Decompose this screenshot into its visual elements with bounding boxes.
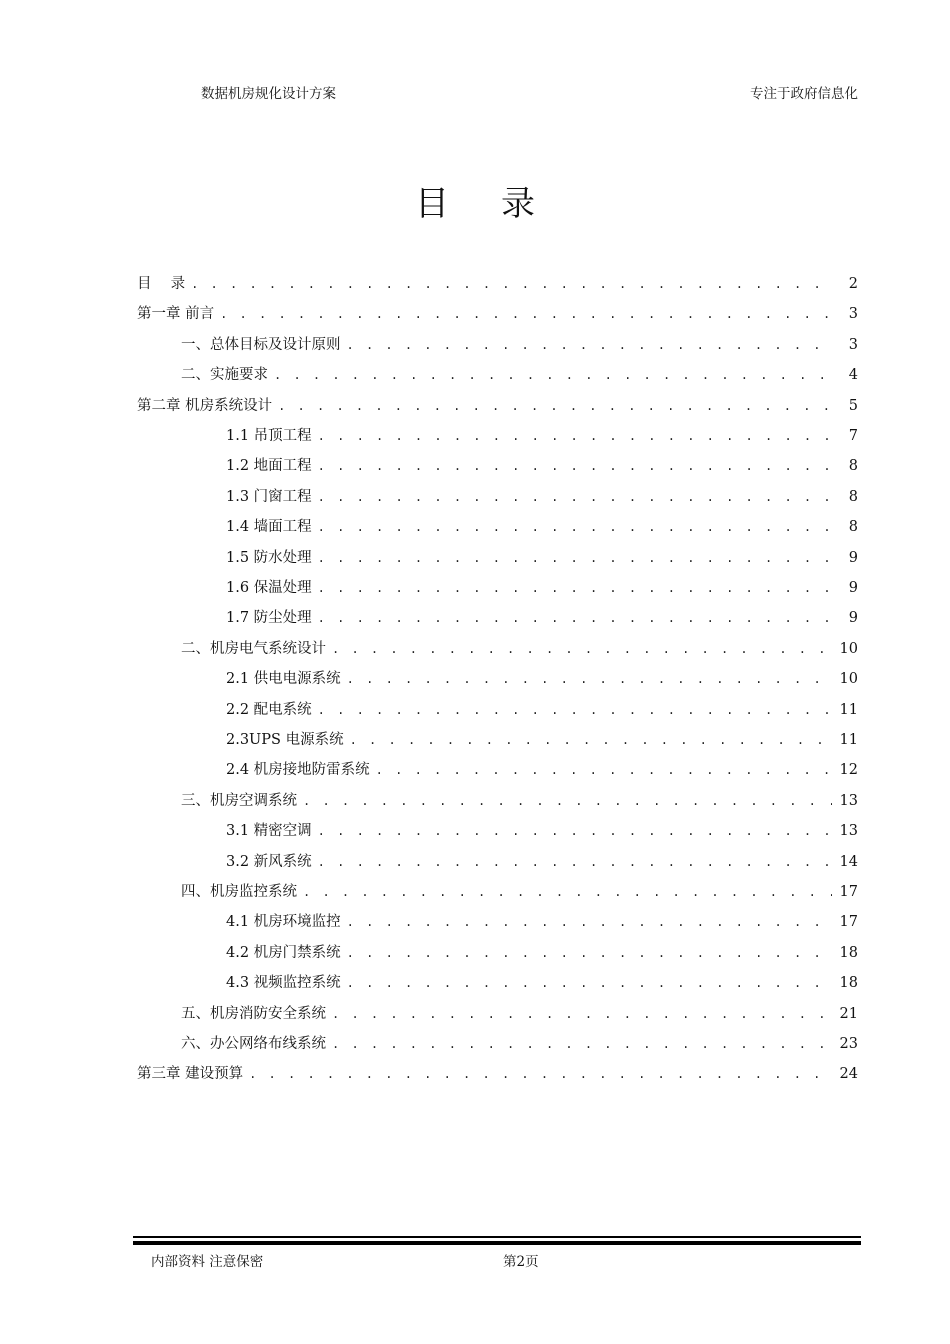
toc-entry-page: 8 — [848, 519, 858, 536]
toc-entry-page: 18 — [839, 944, 858, 961]
toc-entry[interactable] — [181, 333, 858, 359]
toc-leader-dots — [376, 763, 832, 777]
toc-entry-label: 4.3 视频监控系统 — [226, 975, 341, 992]
toc-entry-label: 2.4 机房接地防雷系统 — [226, 762, 370, 779]
toc-entry-label: 4.1 机房环境监控 — [226, 914, 341, 931]
toc-entry-label: 1.3 门窗工程 — [226, 488, 312, 505]
toc-entry-page: 5 — [848, 397, 858, 414]
toc-entry-label: 四、机房监控系统 — [181, 884, 297, 900]
toc-entry-page: 10 — [839, 640, 858, 657]
toc-entry-label: 一、总体目标及设计原则 — [181, 336, 341, 353]
toc-leader-dots — [318, 459, 832, 473]
toc-entry-label: 4.2 机房门禁系统 — [226, 944, 341, 961]
toc-entry-label: 2.1 供电电源系统 — [226, 671, 341, 688]
toc-entry-label: 1.5 防水处理 — [226, 549, 312, 566]
toc-entry-page: 8 — [848, 488, 858, 505]
toc-entry-label: 五、机房消防安全系统 — [181, 1005, 326, 1022]
toc-entry-page: 3 — [848, 336, 858, 353]
toc-entry-page: 12 — [839, 762, 858, 779]
toc-entry[interactable] — [226, 515, 858, 541]
toc-entry[interactable] — [226, 850, 858, 876]
toc-entry-page: 8 — [848, 458, 858, 475]
toc-leader-dots — [318, 551, 832, 565]
toc-entry-page: 7 — [848, 428, 858, 444]
toc-entry-page: 3 — [848, 306, 858, 323]
toc-entry-page: 10 — [839, 671, 858, 688]
footer-rule-thick — [133, 1241, 861, 1245]
toc-entry-label: 第三章 建设预算 — [137, 1066, 244, 1083]
toc-leader-dots — [318, 429, 832, 443]
toc-entry-page: 11 — [839, 732, 858, 748]
toc-entry[interactable] — [226, 728, 858, 754]
toc-leader-dots — [318, 703, 832, 717]
toc-title-part1: 目 — [415, 184, 449, 224]
toc-entry[interactable] — [226, 546, 858, 572]
toc-entry[interactable] — [226, 424, 858, 450]
toc-leader-dots — [274, 368, 832, 382]
toc-entry[interactable] — [226, 698, 858, 724]
toc-title-part2: 录 — [501, 184, 535, 224]
toc-entry-label: 六、办公网络布线系统 — [181, 1036, 326, 1052]
toc-leader-dots — [249, 1067, 832, 1081]
toc-leader-dots — [347, 915, 832, 929]
toc-entry[interactable] — [226, 910, 858, 936]
toc-leader-dots — [220, 307, 832, 321]
toc-entry-page: 24 — [839, 1066, 858, 1083]
toc-leader-dots — [278, 399, 832, 413]
toc-entry[interactable] — [181, 363, 858, 389]
toc-entry-label: 三、机房空调系统 — [181, 792, 297, 809]
toc-entry-label: 1.7 防尘处理 — [226, 610, 312, 627]
toc-entry-label: 1.2 地面工程 — [226, 458, 312, 475]
toc-entry[interactable] — [226, 606, 858, 632]
toc-entry-page: 23 — [839, 1036, 858, 1052]
toc-entry[interactable] — [226, 576, 858, 602]
toc-entry-label: 3.1 精密空调 — [226, 823, 312, 840]
toc-entry-label: 二、机房电气系统设计 — [181, 640, 326, 657]
toc-entry-label: 二、实施要求 — [181, 367, 268, 384]
toc-entry[interactable] — [137, 394, 858, 420]
toc-leader-dots — [318, 581, 832, 595]
toc-leader-dots — [318, 611, 832, 625]
toc-title — [0, 176, 950, 225]
toc-entry-label: 1.6 保温处理 — [226, 580, 312, 596]
toc-entry-page: 18 — [839, 975, 858, 992]
toc-leader-dots — [347, 946, 832, 960]
toc-entry-page: 14 — [839, 853, 858, 870]
toc-leader-dots — [347, 338, 833, 352]
toc-entry[interactable] — [181, 880, 858, 906]
toc-entry-page: 13 — [839, 823, 858, 840]
toc-entry[interactable] — [137, 272, 858, 298]
toc-entry-page: 9 — [848, 549, 858, 566]
page-header-right: 专注于政府信息化 — [750, 86, 858, 102]
toc-entry[interactable] — [226, 454, 858, 480]
toc-entry-label: 目 录 — [137, 276, 186, 292]
toc-leader-dots — [332, 1037, 832, 1051]
toc-entry-page: 21 — [839, 1005, 858, 1022]
toc-leader-dots — [347, 976, 832, 990]
toc-entry-page: 17 — [839, 884, 858, 900]
toc-leader-dots — [332, 1007, 832, 1021]
toc-leader-dots — [318, 855, 832, 869]
toc-entry[interactable] — [137, 302, 858, 328]
page-header-left: 数据机房规化设计方案 — [201, 86, 336, 102]
toc-leader-dots — [318, 490, 832, 504]
toc-entry[interactable] — [226, 758, 858, 784]
toc-entry-page: 17 — [839, 914, 858, 931]
toc-leader-dots — [318, 824, 832, 838]
toc-entry[interactable] — [226, 819, 858, 845]
toc-entry-page: 2 — [848, 276, 858, 292]
toc-entry[interactable] — [226, 667, 858, 693]
toc-entry-page: 9 — [848, 610, 858, 627]
toc-entry[interactable] — [181, 637, 858, 663]
toc-entry[interactable] — [181, 789, 858, 815]
toc-entry-label: 第二章 机房系统设计 — [137, 397, 273, 414]
toc-leader-dots — [347, 672, 832, 686]
toc-entry[interactable] — [181, 1032, 858, 1058]
footer-confidential-note: 内部资料 注意保密 — [151, 1254, 264, 1270]
footer-rule-thin — [133, 1236, 861, 1238]
toc-entry-label: 1.4 墙面工程 — [226, 519, 312, 536]
toc-leader-dots — [332, 642, 832, 656]
toc-entry-label: 3.2 新风系统 — [226, 853, 312, 870]
toc-entry[interactable] — [226, 971, 858, 997]
toc-entry-label: 2.2 配电系统 — [226, 701, 312, 718]
toc-leader-dots — [318, 520, 832, 534]
toc-entry-page: 9 — [848, 580, 858, 596]
toc-entry-label: 2.3UPS 电源系统 — [226, 732, 344, 748]
toc-entry[interactable] — [226, 485, 858, 511]
toc-entry-label: 第一章 前言 — [137, 306, 215, 323]
toc-entry-page: 4 — [848, 367, 858, 384]
toc-entry[interactable] — [137, 1062, 858, 1088]
toc-leader-dots — [303, 794, 832, 808]
toc-entry-label: 1.1 吊顶工程 — [226, 428, 312, 444]
toc-leader-dots — [303, 885, 832, 899]
toc-leader-dots — [350, 733, 832, 747]
toc-leader-dots — [191, 277, 832, 291]
toc-entry-page: 13 — [839, 792, 858, 809]
toc-entry[interactable] — [181, 1002, 858, 1028]
toc-entry-page: 11 — [839, 701, 858, 718]
footer-page-number: 第2页 — [503, 1254, 539, 1270]
toc-entry[interactable] — [226, 941, 858, 967]
